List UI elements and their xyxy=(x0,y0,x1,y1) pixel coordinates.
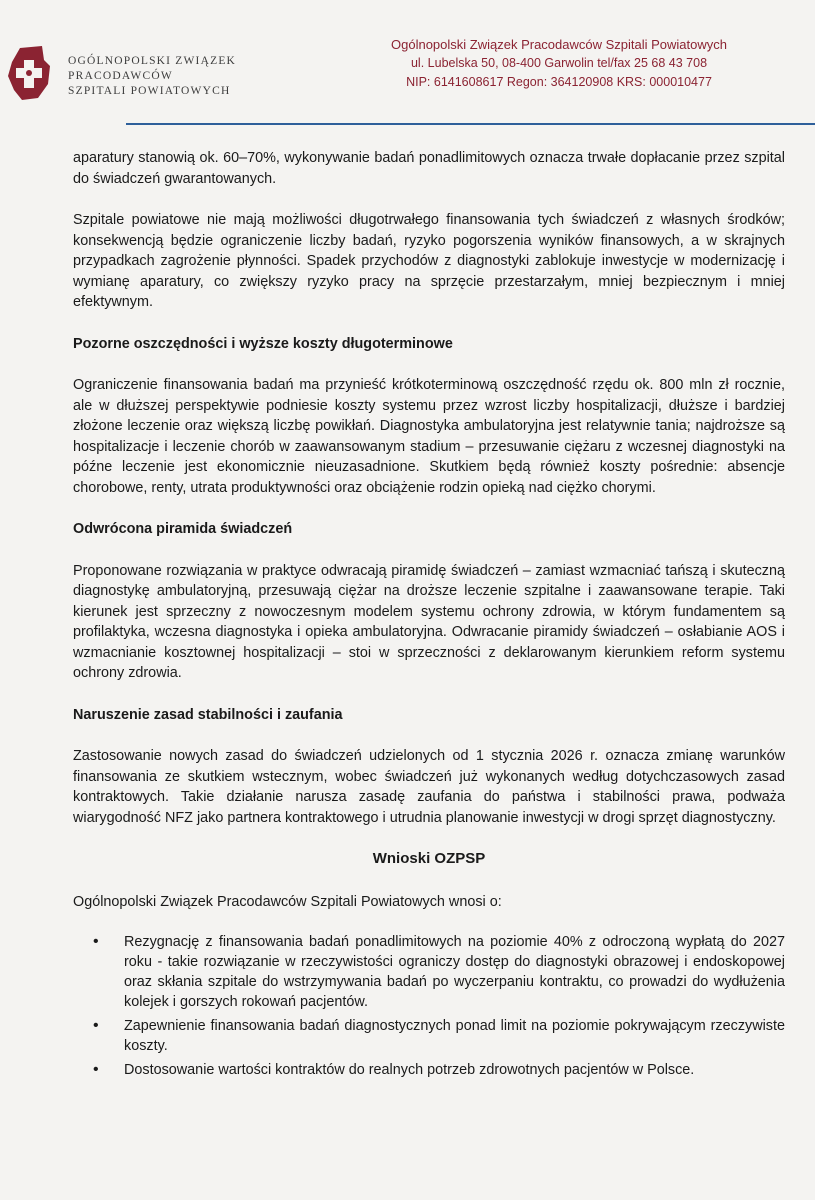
organization-ids: NIP: 6141608617 Regon: 364120908 KRS: 000010477 xyxy=(406,75,712,89)
bullet-icon: • xyxy=(93,1017,99,1034)
list-item xyxy=(73,1060,785,1080)
conclusions-title: Wnioski OZPSP xyxy=(372,850,486,867)
header-divider xyxy=(126,123,815,125)
logo-wordmark xyxy=(68,54,236,99)
section-heading: Pozorne oszczędności i wyższe koszty długoterminowe xyxy=(73,335,453,352)
conclusions-list xyxy=(73,932,785,1080)
list-item-text: Zapewnienie finansowania badań diagnostycznych ponad limit na poziomie pokrywającym rzeczywiste koszty. xyxy=(124,1018,785,1054)
paragraph: Zastosowanie nowych zasad do świadczeń udzielonych od 1 stycznia 2026 r. oznacza zmianę warunków finansowania ze skutkiem wstecznym, wobec świadczeń już wykonanych według dotychczasowych zasad kontraktowych. Takie działanie narusza zasadę zaufania do państwa i stabilności prawa, podważa wiarygodność NFZ jako partnera kontraktowego i utrudnia planowanie inwestycji w drogi sprzęt diagnostyczny. xyxy=(73,748,785,826)
conclusions-lead: Ogólnopolski Związek Pracodawców Szpitali Powiatowych wnosi o: xyxy=(73,893,502,910)
list-item xyxy=(73,932,785,1012)
logo-line: PRACODAWCÓW xyxy=(68,70,173,82)
bullet-icon: • xyxy=(93,933,99,950)
organization-address: ul. Lubelska 50, 08-400 Garwolin tel/fax 25 68 43 708 xyxy=(410,56,708,70)
organization-info xyxy=(391,35,727,92)
hospital-cross-logo-icon xyxy=(8,46,50,100)
document-body xyxy=(73,148,785,1084)
section-heading: Naruszenie zasad stabilności i zaufania xyxy=(73,706,343,723)
organization-name: Ogólnopolski Związek Pracodawców Szpitali Powiatowych xyxy=(391,37,727,52)
list-item xyxy=(73,1016,785,1056)
paragraph: aparatury stanowią ok. 60–70%, wykonywanie badań ponadlimitowych oznacza trwałe dopłacanie przez szpital do świadczeń gwarantowanych. xyxy=(73,150,785,187)
section-heading: Odwrócona piramida świadczeń xyxy=(73,521,293,537)
paragraph: Proponowane rozwiązania w praktyce odwracają piramidę świadczeń – zamiast wzmacniać tańszą i skuteczną diagnostykę ambulatoryjną, przesuwają ciężar na droższe leczenie szpitalne i zaawansowane terapie. Taki kierunek jest sprzeczny z nowoczesnym modelem systemu ochrony zdrowia, w którym fundamentem są profilaktyka, wczesna diagnostyka i opieka ambulatoryjna. Odwracanie piramidy świadczeń – osłabianie AOS i wzmacnianie kosztownej hospitalizacji – stoi w sprzeczności z deklarowanym kierunkiem reform systemu ochrony zdrowia. xyxy=(73,562,785,681)
list-item-text: Rezygnację z finansowania badań ponadlimitowych na poziomie 40% z odroczoną wypłatą do 2027 roku - takie rozwiązanie w rzeczywistości ograniczy dostęp do diagnostyki obrazowej i endoskopowej oraz skłania szpitale do wstrzymywania badań po wyczerpaniu kontraktu, co prowadzi do wydłużenia kolejek i gorszych rokowań pacjentów. xyxy=(124,934,785,1010)
list-item-text: Dostosowanie wartości kontraktów do realnych potrzeb zdrowotnych pacjentów w Polsce. xyxy=(124,1062,695,1078)
logo-line: SZPITALI POWIATOWYCH xyxy=(68,85,231,97)
paragraph: Szpitale powiatowe nie mają możliwości długotrwałego finansowania tych świadczeń z własnych środków; konsekwencją będzie ograniczenie liczby badań, ryzyko pogorszenia wyników finansowych, a w skrajnych przypadkach zagrożenie płynności. Spadek przychodów z diagnostyki zablokuje inwestycje w modernizację i wymianę aparatury, co zwiększy ryzyko pracy na sprzęcie przestarzałym, mniej bezpiecznym i mniej efektywnym. xyxy=(73,212,785,310)
paragraph: Ograniczenie finansowania badań ma przynieść krótkoterminową oszczędność rzędu ok. 800 mln zł rocznie, ale w dłuższej perspektywie podniesie koszty systemu przez wzrost liczby hospitalizacji, dłuższe i bardziej złożone leczenie oraz większą liczbę powikłań. Diagnostyka ambulatoryjna jest relatywnie tania; najdroższe są hospitalizacje i leczenie chorób w zaawansowanym stadium – przesuwanie ciężaru z wczesnej diagnostyki na późne leczenie jest ekonomicznie nieuzasadnione. Skutkiem będą również koszty pośrednie: absencje chorobowe, renty, utrata produktywności oraz obciążenie rodzin opieką nad ciężko chorymi. xyxy=(73,377,785,496)
bullet-icon: • xyxy=(93,1061,99,1078)
logo-line: OGÓLNOPOLSKI ZWIĄZEK xyxy=(68,55,237,67)
